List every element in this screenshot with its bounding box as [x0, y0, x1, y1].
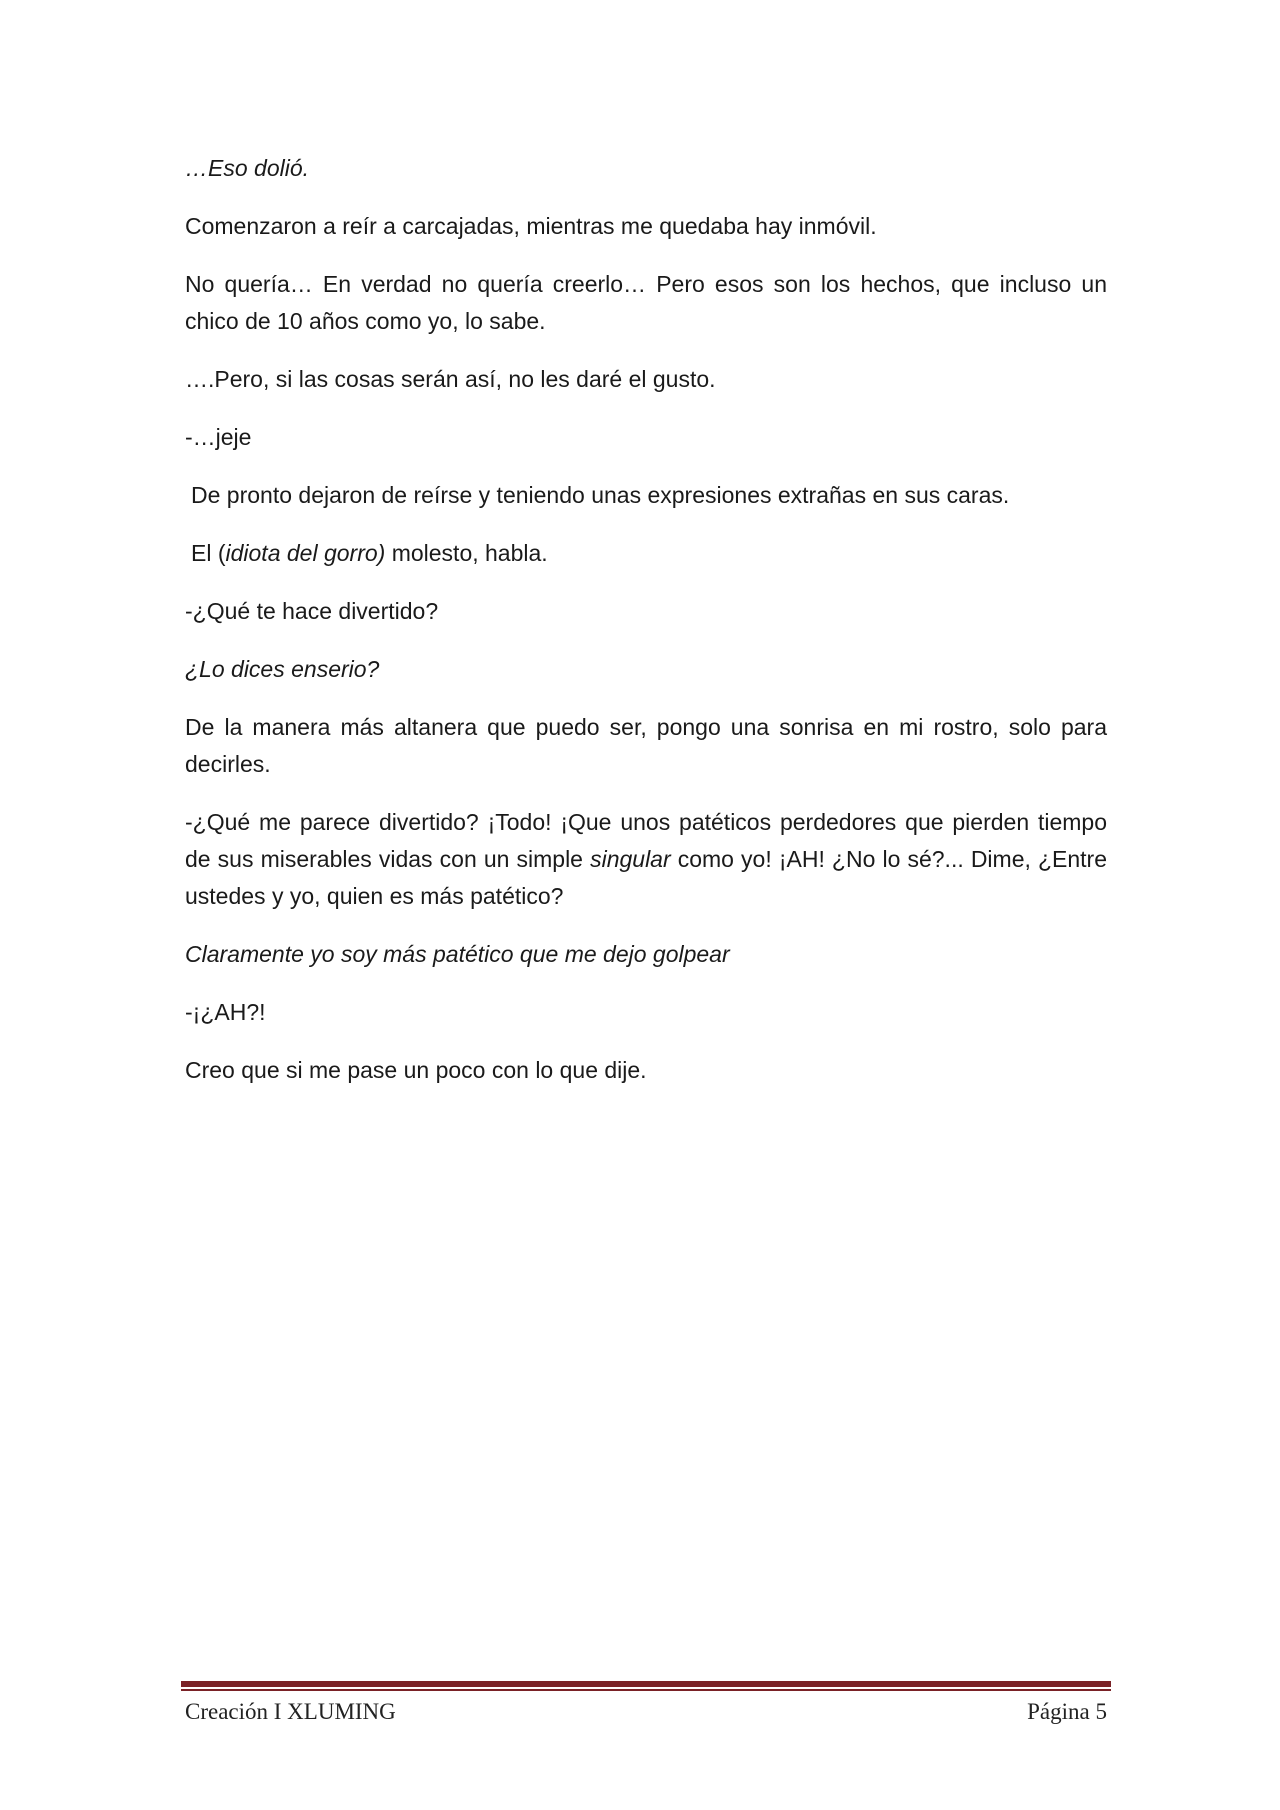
paragraph-6: De pronto dejaron de reírse y teniendo unas expresiones extrañas en sus caras. [191, 482, 1010, 508]
body-text [185, 150, 1107, 1110]
paragraph-7-italic: idiota del gorro) [225, 540, 386, 566]
paragraph-11-italic: singular [590, 846, 671, 872]
paragraph-10: De la manera más altanera que puedo ser, pongo una sonrisa en mi rostro, solo para decirles. [185, 714, 1107, 777]
footer-divider-thin [181, 1689, 1111, 1691]
footer-divider-thick [181, 1681, 1111, 1687]
paragraph-14: Creo que si me pase un poco con lo que dije. [185, 1057, 647, 1083]
paragraph-4: ….Pero, si las cosas serán así, no les daré el gusto. [185, 366, 716, 392]
paragraph-7-end: molesto, habla. [385, 540, 548, 566]
paragraph-7 [185, 535, 1107, 572]
paragraph-8: -¿Qué te hace divertido? [185, 598, 439, 624]
paragraph-7-start: El ( [191, 540, 226, 566]
paragraph-9: ¿Lo dices enserio? [185, 656, 380, 682]
paragraph-13: -¡¿AH?! [185, 999, 266, 1025]
paragraph-2: Comenzaron a reír a carcajadas, mientras me quedaba hay inmóvil. [185, 213, 877, 239]
page-number: Página 5 [1027, 1699, 1107, 1724]
page-footer [185, 1694, 1107, 1730]
paragraph-12: Claramente yo soy más patético que me dejo golpear [185, 941, 730, 967]
paragraph-11-start: -¿Qué me parece divertido? ¡Todo! ¡Que unos patéticos perdedores que pierden tiempo de sus miserables vidas con un simple [185, 809, 1107, 872]
paragraph-5: -…jeje [185, 424, 252, 450]
footer-author: Creación I XLUMING [185, 1699, 396, 1724]
paragraph-1: …Eso dolió. [185, 155, 310, 181]
paragraph-11-end: como yo! ¡AH! ¿No lo sé?... Dime, ¿Entre ustedes y yo, quien es más patético? [185, 846, 1108, 909]
paragraph-11 [185, 804, 1107, 915]
paragraph-3: No quería… En verdad no quería creerlo… Pero esos son los hechos, que incluso un chico de 10 años como yo, lo sabe. [185, 271, 1107, 334]
